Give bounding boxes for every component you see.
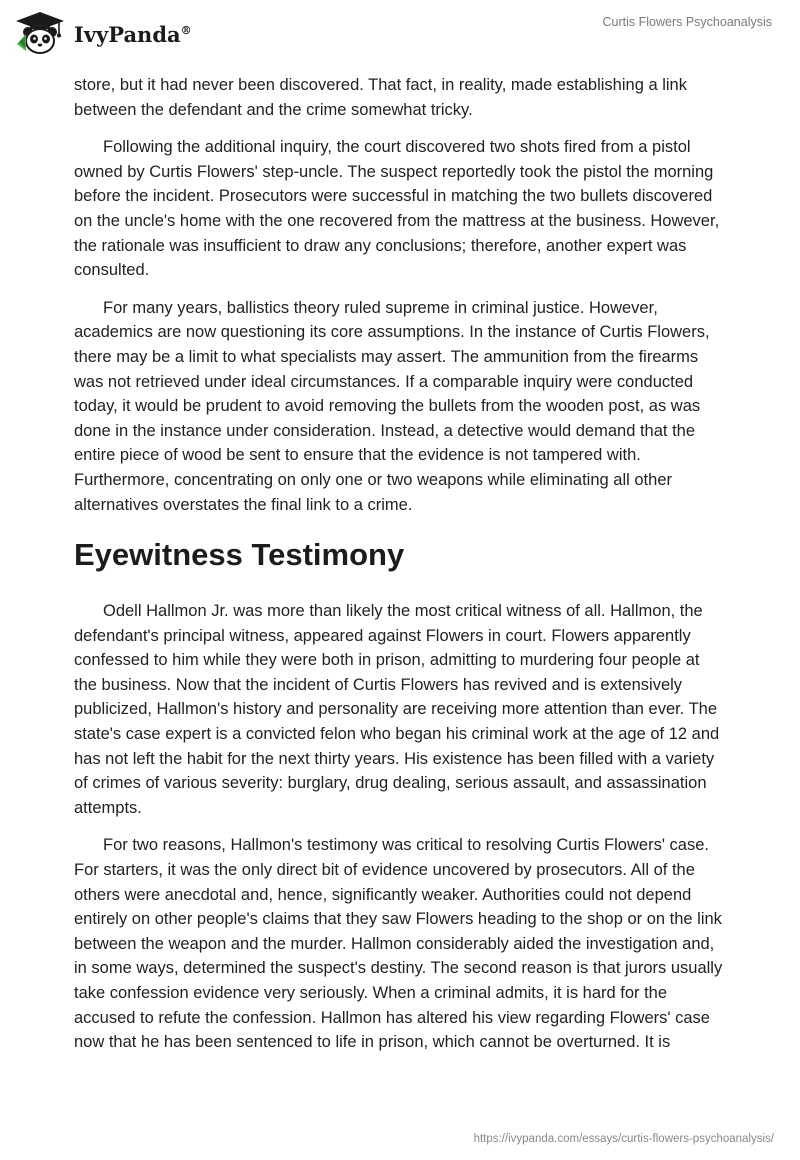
paragraph: Odell Hallmon Jr. was more than likely the most critical witness of all. Hallmon, the defendant's principal witness, appeared against Flowers in court. Flowers apparently confessed to him while they were both in prison, admitting to murdering four people at the business. Now that the incident of Curtis Flowers has revived and is extensively publicized, Hallmon's history and personality are receiving more attention than ever. The state's case expert is a convicted felon who began his criminal work at the age of 12 and has not left the habit for the next thirty years. His existence has been filled with a variety of crimes of various severity: burglary, drug dealing, serious assault, and assassination attempts.	[74, 602, 720, 817]
source-url-link[interactable]: https://ivypanda.com/essays/curtis-flowers-psychoanalysis/	[473, 1133, 774, 1145]
essay-body	[74, 73, 726, 1068]
brand-logo[interactable]	[12, 10, 192, 56]
paragraph: For two reasons, Hallmon's testimony was critical to resolving Curtis Flowers' case. For starters, it was the only direct bit of evidence uncovered by prosecutors. All of the others were anecdotal and, hence, significantly weaker. Authorities could not depend entirely on other people's claims that they saw Flowers heading to the shop or on the link between the weapon and the murder. Hallmon considerably aided the investigation and, in some ways, determined the suspect's destiny. The second reason is that jurors usually take confession evidence very seriously. When a criminal admits, it is hard for the accused to refute the confession. Hallmon has altered his view regarding Flowers' case now that he has been sentenced to life in prison, which cannot be overturned. It is	[74, 836, 723, 1052]
paragraph: For many years, ballistics theory ruled supreme in criminal justice. However, academics are now questioning its core assumptions. In the instance of Curtis Flowers, there may be a limit to what specialists may assert. The ammunition from the firearms was not retrieved under ideal circumstances. If a comparable inquiry were conducted today, it would be prudent to avoid removing the bullets from the wooden post, as was done in the instance under consideration. Instead, a detective would demand that the entire piece of wood be sent to ensure that the evidence is not tampered with. Furthermore, concentrating on only one or two weapons while eliminating all other alternatives overstates the final link to a crime.	[74, 298, 710, 514]
section-heading: Eyewitness Testimony	[74, 537, 405, 573]
paragraph: store, but it had never been discovered. That fact, in reality, made establishing a link between the defendant and the crime somewhat tricky.	[74, 76, 687, 119]
paragraph: Following the additional inquiry, the court discovered two shots fired from a pistol owned by Curtis Flowers' step-uncle. The suspect reportedly took the pistol the morning before the incident. Prosecutors were successful in matching the two bullets discovered on the uncle's home with the one recovered from the mattress at the business. However, the rationale was insufficient to draw any conclusions; therefore, another expert was consulted.	[74, 138, 720, 280]
panda-graduate-icon	[12, 10, 68, 56]
registered-mark: ®	[180, 23, 192, 37]
brand-name: IvyPanda®	[74, 21, 192, 47]
document-title: Curtis Flowers Psychoanalysis	[602, 15, 772, 29]
